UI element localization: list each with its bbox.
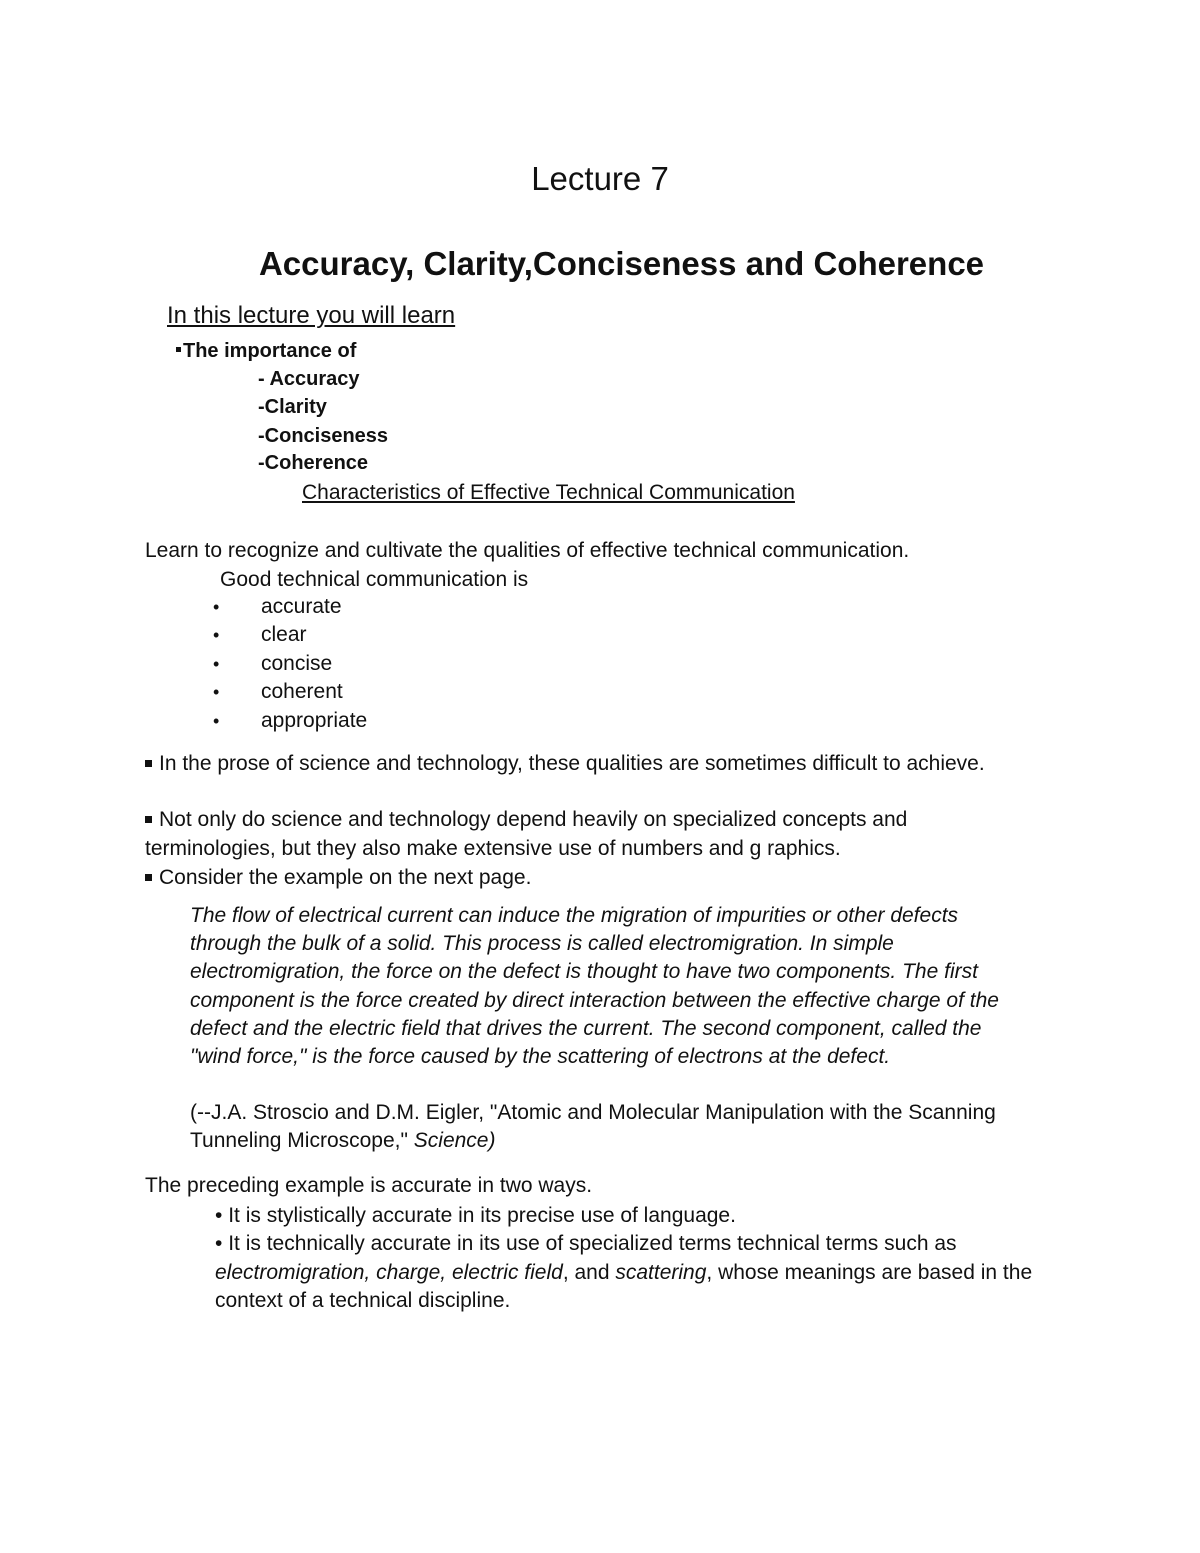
characteristics-heading: Characteristics of Effective Technical Communication — [302, 481, 795, 504]
quote-citation: (--J.A. Stroscio and D.M. Eigler, "Atomic and Molecular Manipulation with the Scanning Tunneling Microscope," Science) — [190, 1101, 996, 1153]
bullet-icon: • — [213, 654, 220, 674]
quality-item: clear — [261, 623, 307, 646]
objective-item: -Conciseness — [258, 425, 389, 447]
quality-item: coherent — [261, 680, 343, 703]
qualities-intro: Learn to recognize and cultivate the qualities of effective technical communication. — [145, 539, 910, 562]
importance-label: The importance of — [176, 340, 356, 363]
bullet-icon: • — [213, 682, 220, 702]
example-quote: The flow of electrical current can induce the migration of impurities or other defects through the bulk of a solid. This process is called electromigration. In simple electromigration, the force on the defect is thought to have two components. The first component is the force created by direct interaction between the effective charge of the defect and the electric field that drives the current. The second component, called the "wind force," is the force caused by the scattering of electrons at the defect. — [190, 904, 999, 1069]
bullet-icon: • — [215, 1232, 223, 1255]
qualities-lead: Good technical communication is — [220, 568, 529, 591]
bullet-icon: • — [213, 625, 220, 645]
quality-item: accurate — [261, 595, 342, 618]
lecture-subtitle: Accuracy, Clarity,Conciseness and Coherence — [258, 245, 985, 282]
objective-item: -Clarity — [258, 396, 327, 418]
square-bullet-icon — [145, 816, 152, 823]
objective-item: -Coherence — [258, 452, 369, 474]
page-title: Lecture 7 — [531, 160, 669, 197]
objectives-heading: In this lecture you will learn — [167, 302, 456, 329]
square-bullet-icon — [145, 760, 152, 767]
point-item: In the prose of science and technology, these qualities are sometimes difficult to achieve. — [145, 750, 1015, 779]
conclusion-item: • It is technically accurate in its use of specialized terms technical terms such as electromigration, charge, electric field, and scattering, whose meanings are based in the context of a technical discipline. — [215, 1232, 1033, 1312]
square-bullet-icon — [145, 874, 152, 881]
bullet-icon: • — [215, 1204, 223, 1227]
conclusion-heading: The preceding example is accurate in two ways. — [145, 1174, 593, 1197]
conclusion-item: • It is stylistically accurate in its precise use of language. — [215, 1204, 736, 1227]
objective-item: - Accuracy — [258, 368, 360, 390]
square-bullet-icon — [176, 347, 181, 352]
point-item: Consider the example on the next page. — [145, 864, 1015, 893]
quality-item: concise — [261, 652, 333, 675]
point-item: Not only do science and technology depend heavily on specialized concepts and terminologies, but they also make extensive use of numbers and g raphics. — [145, 808, 908, 860]
bullet-icon: • — [213, 597, 220, 617]
bullet-icon: • — [213, 711, 220, 731]
quality-item: appropriate — [261, 709, 368, 732]
